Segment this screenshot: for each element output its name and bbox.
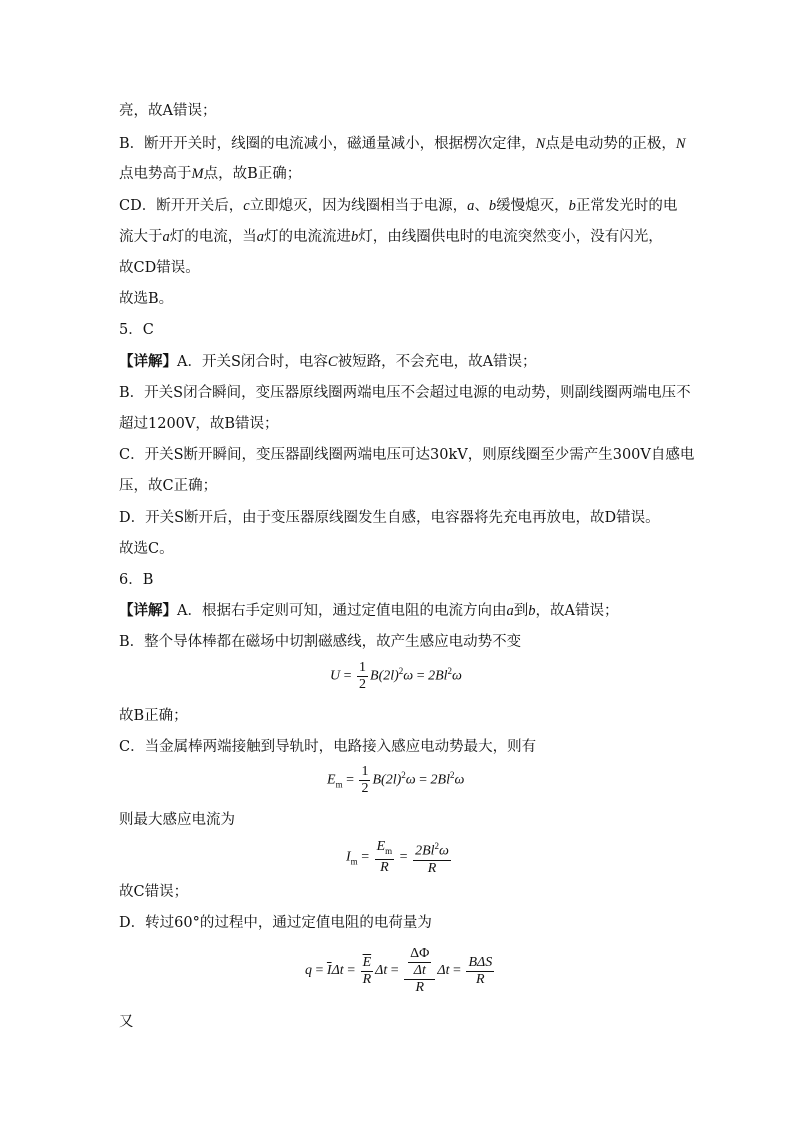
answer-label-6: 6．B xyxy=(119,572,154,588)
answer-label-5: 5．C xyxy=(119,322,154,338)
text-line-19: 故B正确； xyxy=(119,708,188,724)
text-line-17: 【详解】A．根据右手定则可知，通过定值电阻的电流方向由a到b，故A错误； xyxy=(119,602,619,619)
text-line-12: C．开关S断开瞬间，变压器副线圈两端电压可达30kV，则原线圈至少需产生300V自感电 xyxy=(119,447,695,463)
text-line-10: B．开关S闭合瞬间，变压器原线圈两端电压不会超过电源的电动势，则副线圈两端电压不 xyxy=(119,385,691,401)
text-line-22: 故C错误； xyxy=(119,884,189,900)
text-line-20: C．当金属棒两端接触到导轨时，电路接入感应电动势最大，则有 xyxy=(119,739,537,755)
text-line-3: 点电势高于M点，故B正确； xyxy=(119,166,302,182)
text-line-11: 超过1200V，故B错误； xyxy=(119,416,279,432)
text-line-7: 故选B。 xyxy=(119,291,174,307)
text-line-5: 流大于a灯的电流，当a灯的电流流进b灯，由线圈供电时的电流突然变小，没有闪光， xyxy=(119,229,663,245)
text-line-15: 故选C。 xyxy=(119,541,174,557)
text-line-21: 则最大感应电流为 xyxy=(119,812,235,828)
text-line-9: 【详解】A．开关S闭合时，电容C被短路，不会充电，故A错误； xyxy=(119,353,537,370)
equation-im: $I_m$ = $\frac{E_m}{R}$ = $\frac{2Bl^2\omega}{R}$ xyxy=(346,838,449,876)
equation-q: $q = \overline{I}\Delta t$ = $\frac{\overline{E}}{R}$ Δt = $\frac{\frac{\Delta\Phi}{\Delta t}}{R}$ Δt = $\frac{\text{BΔS}}{R}$ xyxy=(305,946,493,995)
text-line-18: B．整个导体棒都在磁场中切割磁感线，故产生感应电动势不变 xyxy=(119,634,522,650)
text-line-14: D．开关S断开后，由于变压器原线圈发生自感，电容器将先充电再放电，故D错误。 xyxy=(119,510,660,526)
equation-u: U = $\frac{1}{2}$ $B(2l)^2\omega = 2Bl^2\omega$ xyxy=(330,660,462,692)
text-line-24: 又 xyxy=(119,1014,134,1030)
text-line-23: D．转过60°的过程中，通过定值电阻的电荷量为 xyxy=(119,915,432,931)
text-line-6: 故CD错误。 xyxy=(119,260,200,276)
equation-em: $E_m$ = $\frac{1}{2}$ $B(2l)^2\omega = 2Bl^2\omega$ xyxy=(327,764,465,796)
text-line-4: CD．断开开关后，c立即熄灭，因为线圈相当于电源，a、b缓慢熄灭，b正常发光时的电 xyxy=(119,198,678,214)
text-line-1: 亮，故A错误； xyxy=(119,103,217,119)
text-line-13: 压，故C正确； xyxy=(119,478,218,494)
text-line-2: B．断开开关时，线圈的电流减小，磁通量减小，根据楞次定律，N点是电动势的正极，N xyxy=(119,136,686,152)
